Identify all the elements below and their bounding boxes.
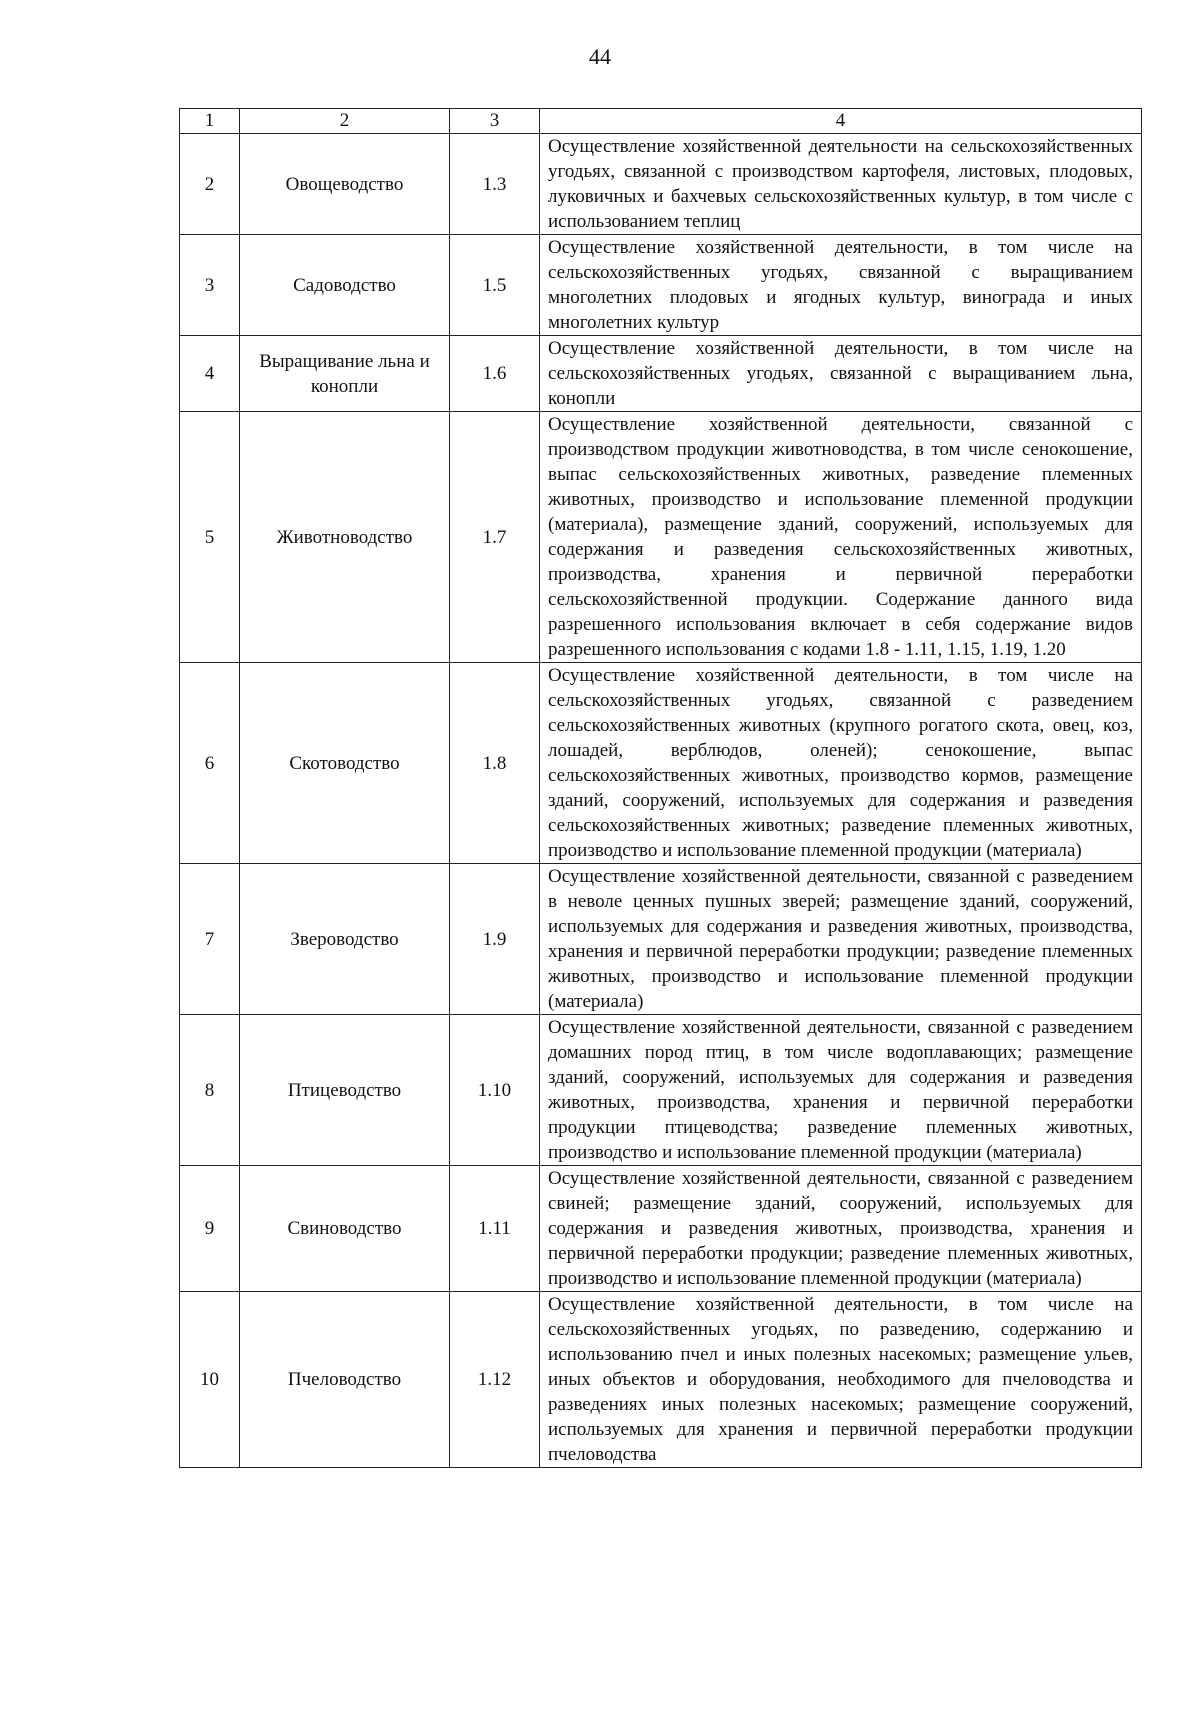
row-number: 4 [180, 336, 240, 412]
use-type-description: Осуществление хозяйственной деятельности, в том числе на сельскохозяйственных угодьях, связанной с выращиванием многолетних плодовых и ягодных культур, винограда и иных многолетних культур [540, 235, 1142, 336]
use-type-code: 1.12 [450, 1292, 540, 1468]
use-type-name: Овощеводство [240, 134, 450, 235]
use-type-name: Пчеловодство [240, 1292, 450, 1468]
row-number: 2 [180, 134, 240, 235]
table-row [180, 663, 1142, 864]
row-number: 6 [180, 663, 240, 864]
use-type-name: Выращивание льна и конопли [240, 336, 450, 412]
use-type-description: Осуществление хозяйственной деятельности, в том числе на сельскохозяйственных угодьях, по разведению, содержанию и использованию пчел и иных полезных насекомых; размещение ульев, иных объектов и оборудования, необходимого для пчеловодства и разведениях иных полезных насекомых; размещение сооружений, используемых для хранения и первичной переработки продукции пчеловодства [540, 1292, 1142, 1468]
use-type-description: Осуществление хозяйственной деятельности, в том числе на сельскохозяйственных угодьях, связанной с выращиванием льна, конопли [540, 336, 1142, 412]
use-type-name: Звероводство [240, 864, 450, 1015]
page-number: 44 [589, 44, 611, 69]
use-type-code: 1.3 [450, 134, 540, 235]
row-number: 7 [180, 864, 240, 1015]
row-number: 9 [180, 1166, 240, 1292]
use-type-code: 1.5 [450, 235, 540, 336]
table-row [180, 134, 1142, 235]
row-number: 8 [180, 1015, 240, 1166]
row-number: 10 [180, 1292, 240, 1468]
use-type-code: 1.7 [450, 412, 540, 663]
use-type-code: 1.10 [450, 1015, 540, 1166]
table-row [180, 864, 1142, 1015]
header-col-4: 4 [540, 109, 1142, 134]
table-row [180, 1015, 1142, 1166]
table-row [180, 412, 1142, 663]
use-type-description: Осуществление хозяйственной деятельности на сельскохозяйственных угодьях, связанной с производством картофеля, листовых, плодовых, луковичных и бахчевых сельскохозяйственных культур, в том числе с использованием теплиц [540, 134, 1142, 235]
header-col-2: 2 [240, 109, 450, 134]
row-number: 5 [180, 412, 240, 663]
use-type-name: Животноводство [240, 412, 450, 663]
header-col-1: 1 [180, 109, 240, 134]
use-type-name: Птицеводство [240, 1015, 450, 1166]
use-type-description: Осуществление хозяйственной деятельности, связанной с разведением в неволе ценных пушных зверей; размещение зданий, сооружений, используемых для содержания и разведения животных, производства, хранения и первичной переработки продукции; разведение племенных животных, производство и использование племенной продукции (материала) [540, 864, 1142, 1015]
table-row [180, 336, 1142, 412]
use-type-name: Садоводство [240, 235, 450, 336]
use-type-code: 1.9 [450, 864, 540, 1015]
table-row [180, 1166, 1142, 1292]
use-type-code: 1.11 [450, 1166, 540, 1292]
table-header-row [180, 109, 1142, 134]
use-type-description: Осуществление хозяйственной деятельности, в том числе на сельскохозяйственных угодьях, связанной с разведением сельскохозяйственных животных (крупного рогатого скота, овец, коз, лошадей, верблюдов, оленей); сенокошение, выпас сельскохозяйственных животных, производство кормов, размещение зданий, сооружений, используемых для содержания и разведения сельскохозяйственных животных; разведение племенных животных, производство и использование племенной продукции (материала) [540, 663, 1142, 864]
land-use-table [179, 108, 1142, 1468]
use-type-code: 1.8 [450, 663, 540, 864]
use-type-description: Осуществление хозяйственной деятельности, связанной с производством продукции животноводства, в том числе сенокошение, выпас сельскохозяйственных животных, разведение племенных животных, производство и использование племенной продукции (материала), размещение зданий, сооружений, используемых для содержания и разведения сельскохозяйственных животных, производства, хранения и первичной переработки сельскохозяйственной продукции. Содержание данного вида разрешенного использования включает в себя содержание видов разрешенного использования с кодами 1.8 - 1.11, 1.15, 1.19, 1.20 [540, 412, 1142, 663]
row-number: 3 [180, 235, 240, 336]
use-type-description: Осуществление хозяйственной деятельности, связанной с разведением свиней; размещение зданий, сооружений, используемых для содержания и разведения животных, производства, хранения и первичной переработки продукции; разведение племенных животных, производство и использование племенной продукции (материала) [540, 1166, 1142, 1292]
use-type-name: Свиноводство [240, 1166, 450, 1292]
use-type-description: Осуществление хозяйственной деятельности, связанной с разведением домашних пород птиц, в том числе водоплавающих; размещение зданий, сооружений, используемых для содержания и разведения животных, производства, хранения и первичной переработки продукции птицеводства; разведение племенных животных, производство и использование племенной продукции (материала) [540, 1015, 1142, 1166]
use-type-name: Скотоводство [240, 663, 450, 864]
table-row [180, 235, 1142, 336]
header-col-3: 3 [450, 109, 540, 134]
use-type-code: 1.6 [450, 336, 540, 412]
table-row [180, 1292, 1142, 1468]
